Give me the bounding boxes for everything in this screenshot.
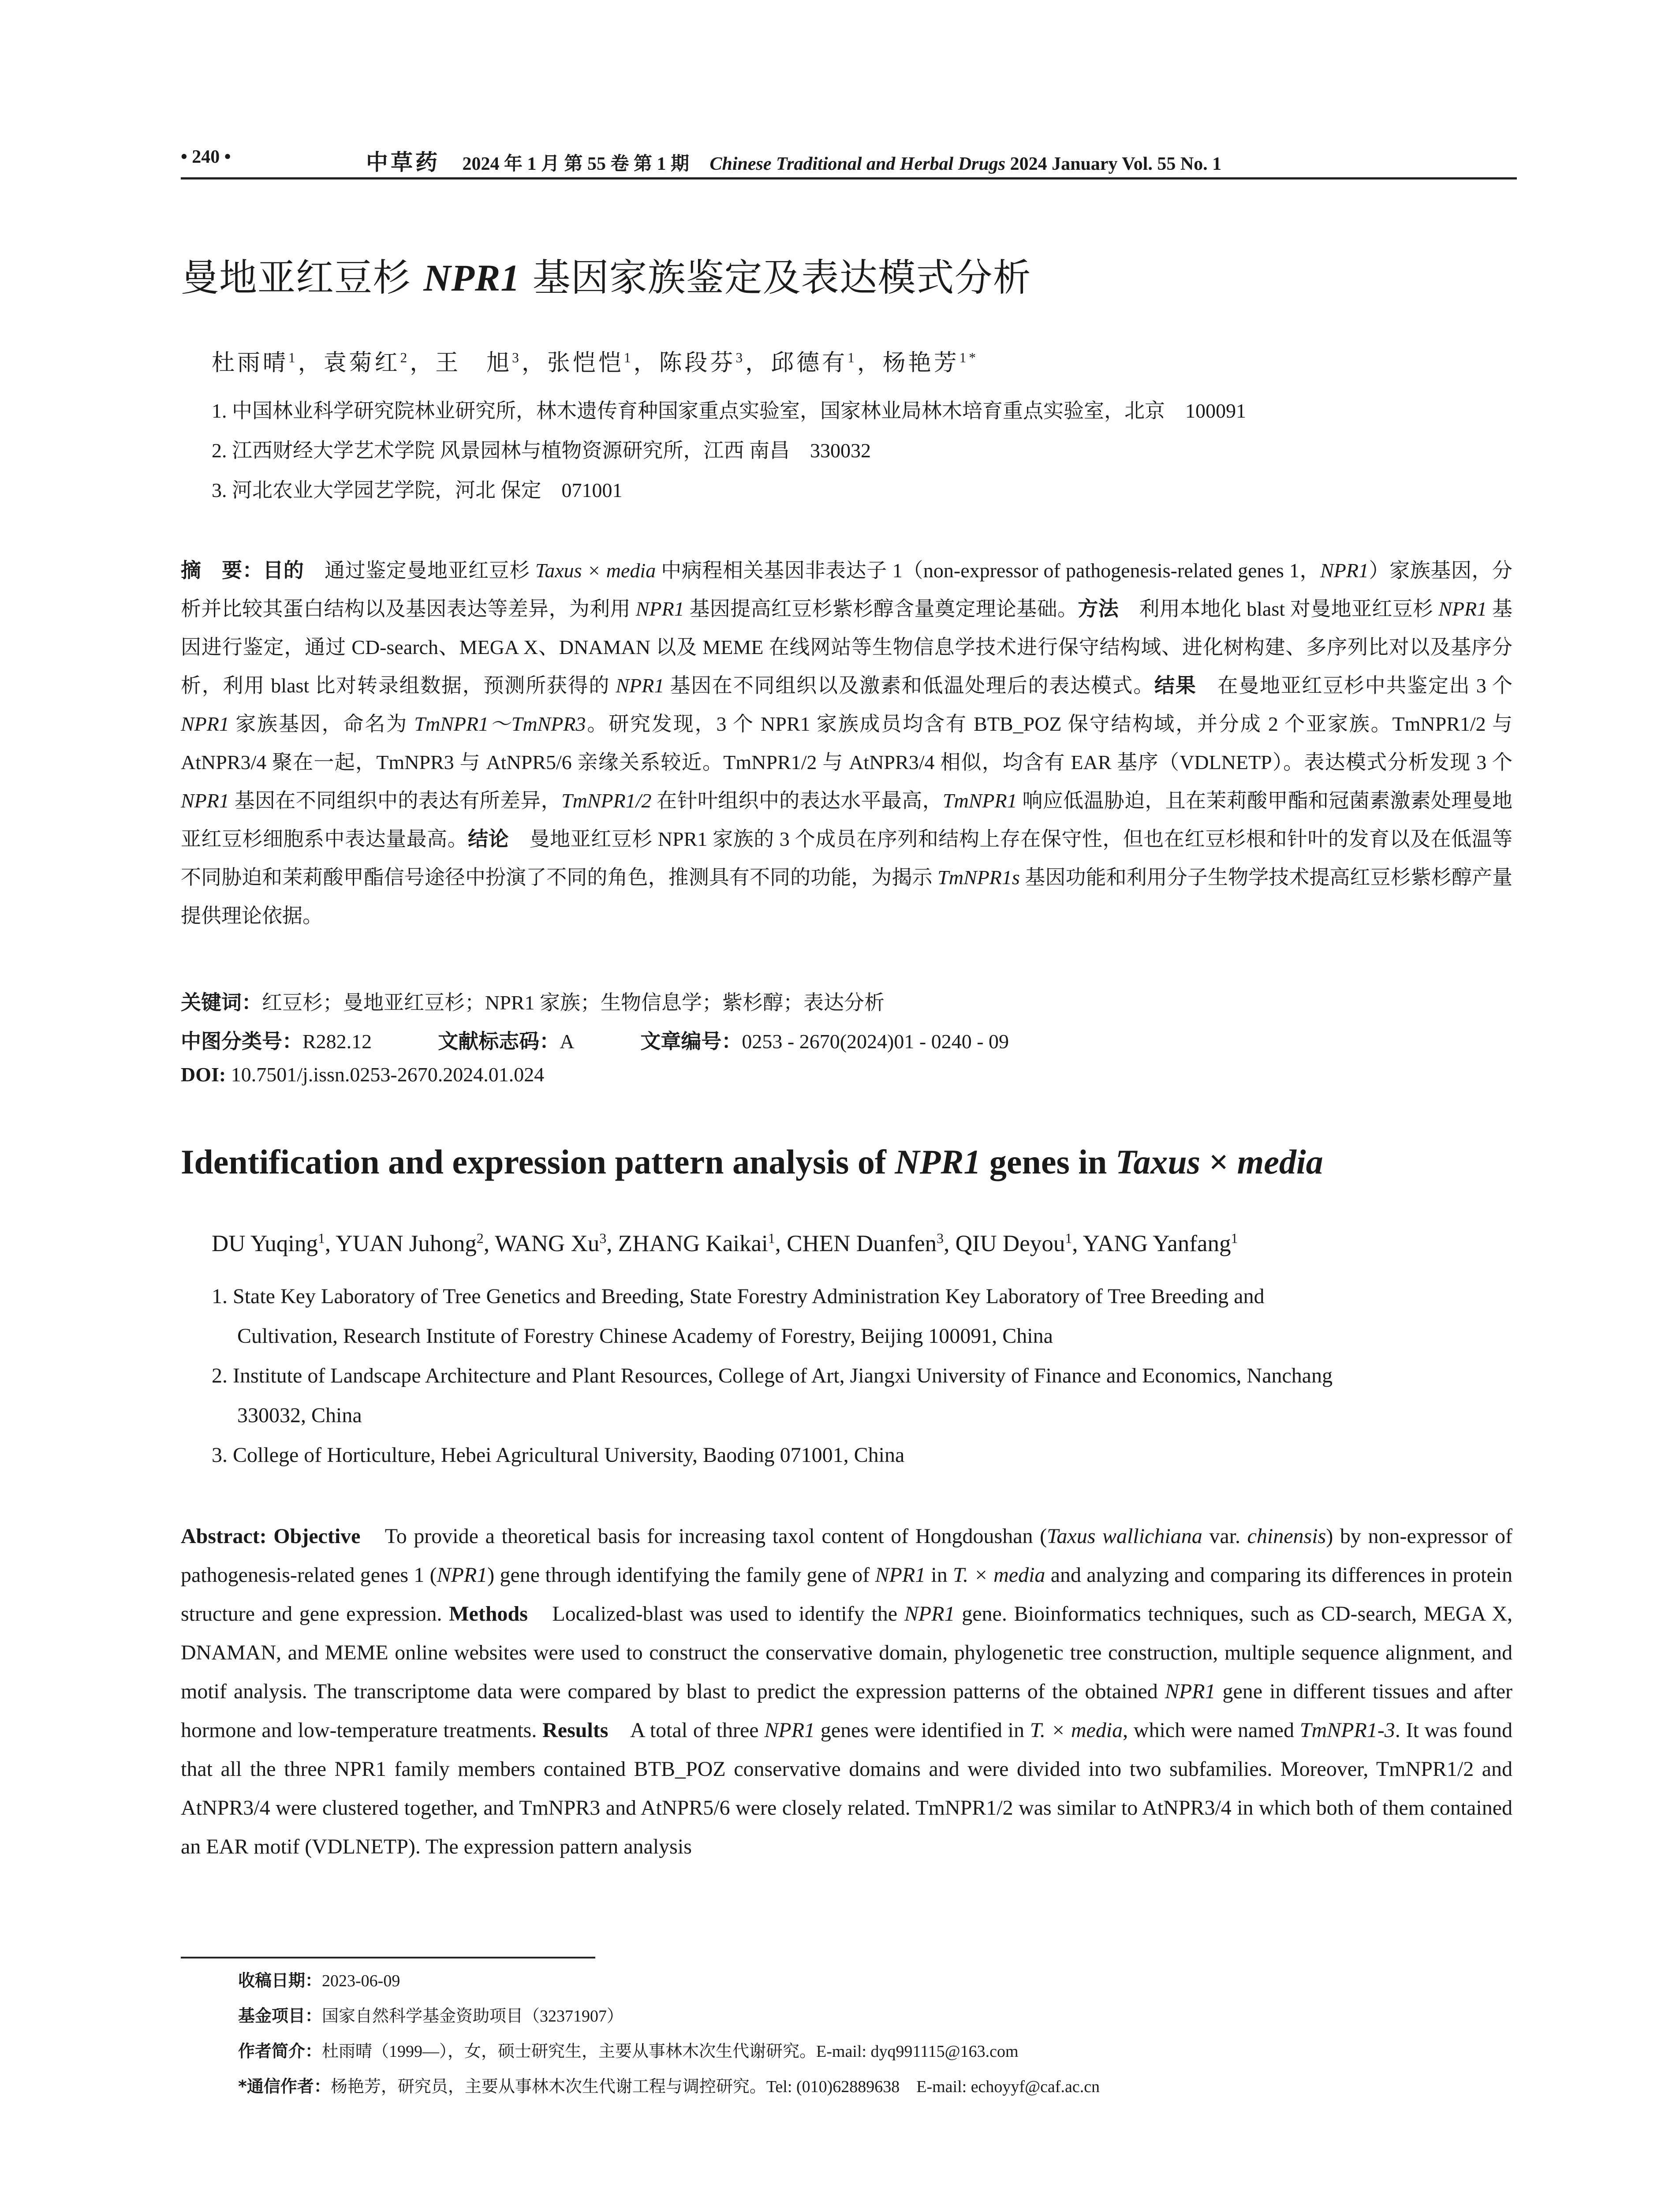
cn-title [181, 247, 1031, 302]
header-en-issue: 2024 January Vol. 55 No. 1 [1010, 154, 1222, 174]
en-author: DU Yuqing$^1$ [212, 1230, 325, 1256]
cn-author: 杨艳芳$^{1*}$ [882, 350, 978, 376]
en-author: CHEN Duanfen$^3$ [787, 1230, 944, 1256]
cn-affiliation: 2. 江西财经大学艺术学院 风景园林与植物资源研究所，江西 南昌 330032 [212, 439, 871, 462]
conclusion-label: 结论 [468, 827, 509, 851]
en-author: YANG Yanfang$^1$ [1083, 1230, 1238, 1256]
cn-abstract: 摘 要：目的 通过鉴定曼地亚红豆杉 Taxus × media 中病程相关基因非表达子 1（non-expressor of pathogenesis-related genes 1，NPR1）家族基因，分析并比较其蛋白结构以及基因表达等差异，为利用 NPR1 基因提高红豆杉紫杉醇含量奠定理论基础。方法 利用本地化 blast 对曼地亚红豆杉 NPR1 基因进行鉴定，通过 CD-search、MEGA X、DNAMAN 以及 MEME 在线网站等生物信息学技术进行保守结构域、进化树构建、多序列比对以及基序分析，利用 blast 比对转录组数据，预测所获得的 NPR1 基因在不同组织以及激素和低温处理后的表达模式。结果 在曼地亚红豆杉中共鉴定出 3 个 NPR1 家族基因，命名为 TmNPR1～TmNPR3。研究发现，3 个 NPR1 家族成员均含有 BTB_POZ 保守结构域，并分成 2 个亚家族。TmNPR1/2 与 AtNPR3/4 聚在一起，TmNPR3 与 AtNPR5/6 亲缘关系较近。TmNPR1/2 与 AtNPR3/4 相似，均含有 EAR 基序（VDLNETP）。表达模式分析发现 3 个 NPR1 基因在不同组织中的表达有所差异，TmNPR1/2 在针叶组织中的表达水平最高，TmNPR1 响应低温胁迫，且在茉莉酸甲酯和冠菌素激素处理曼地亚红豆杉细胞系中表达量最高。结论 曼地亚红豆杉 NPR1 家族的 3 个成员在序列和结构上存在保守性，但也在红豆杉根和针叶的发育以及在低温等不同胁迫和茉莉酸甲酯信号途径中扮演了不同的角色，推测具有不同的功能，为揭示 TmNPR1s 基因功能和利用分子生物学技术提高红豆杉紫杉醇产量提供理论依据。 [181, 558, 1513, 927]
cn-author: 邱德有$^1$ [771, 350, 857, 376]
cn-title-before: 曼地亚红豆杉 [181, 256, 424, 300]
cn-author: 陈段芬$^3$ [659, 350, 746, 376]
journal-header [366, 145, 1221, 176]
en-author: ZHANG Kaikai$^1$ [618, 1230, 775, 1256]
en-abstract: Abstract: Objective To provide a theoretical basis for increasing taxol content of Hongdoushan (Taxus wallichiana var. chinensis) by non-expressor of pathogenesis-related genes 1 (NPR1) gene through identifying the family gene of NPR1 in T. × media and analyzing and comparing its differences in protein structure and gene expression. Methods Localized-blast was used to identify the NPR1 gene. Bioinformatics techniques, such as CD-search, MEGA X, DNAMAN, and MEME online websites were used to construct the conservative domain, phylogenetic tree construction, multiple sequence alignment, and motif analysis. The transcriptome data were compared by blast to predict the expression patterns of the obtained NPR1 gene in different tissues and after hormone and low-temperature treatments. Results A total of three NPR1 genes were identified in T. × media, which were named TmNPR1-3. It was found that all the three NPR1 family members contained BTB_POZ conservative domains and were divided into two subfamilies. Moreover, TmNPR1/2 and AtNPR3/4 were clustered together, and TmNPR3 and AtNPR5/6 were closely related. TmNPR1/2 was similar to AtNPR3/4 in which both of them contained an EAR motif (VDLNETP). The expression pattern analysis [181, 1525, 1513, 1858]
en-results-label: Results [542, 1719, 609, 1742]
cn-affiliation: 3. 河北农业大学园艺学院，河北 保定 071001 [212, 479, 623, 501]
abstract-label: 摘 要： [181, 558, 263, 582]
en-title: Identification and expression pattern analysis of NPR1 genes in Taxus × media [181, 1143, 1323, 1181]
cn-affiliation: 1. 中国林业科学研究院林业研究所，林木遗传育种国家重点实验室，国家林业局林木培育重点实验室，北京 100091 [212, 400, 1246, 422]
en-abstract-label: Abstract: Objective [181, 1525, 361, 1548]
cn-author: 袁菊红$^2$ [323, 350, 410, 376]
running-header [181, 140, 1517, 179]
footnote-fund: 基金项目：国家自然科学基金资助项目（32371907） [238, 2006, 624, 2026]
en-author-list: DU Yuqing$^1$, YUAN Juhong$^2$, WANG Xu$^3$, ZHANG Kaikai$^1$, CHEN Duanfen$^3$, QIU Deyou$^1$, YANG Yanfang$^1$ [212, 1230, 1238, 1256]
en-affiliation: 2. Institute of Landscape Architecture and Plant Resources, College of Art, Jiangxi University of Finance and Economics, Nanchang 330032, China [212, 1364, 1333, 1427]
doi: DOI: 10.7501/j.issn.0253-2670.2024.01.024 [181, 1063, 545, 1086]
cn-author: 王 旭$^3$ [435, 350, 522, 376]
footnote-author: 作者简介：杜雨晴（1999—），女，硕士研究生，主要从事林木次生代谢研究。E-mail: dyq991115@163.com [238, 2041, 1019, 2061]
article-number: 0253 - 2670(2024)01 - 0240 - 09 [742, 1030, 1009, 1053]
methods-label: 方法 [1078, 597, 1119, 620]
en-author: YUAN Juhong$^2$ [336, 1230, 484, 1256]
cn-author: 杜雨晴$^1$ [212, 350, 298, 376]
classification-line: 中图分类号：R282.12 文献标志码：A 文章编号：0253 - 2670(2024)01 - 0240 - 09 [181, 1029, 1009, 1053]
cn-title-gene: NPR1 [423, 257, 520, 299]
clc-number: R282.12 [302, 1030, 372, 1053]
journal-logo: 中草药 [366, 149, 440, 175]
header-en-journal: Chinese Traditional and Herbal Drugs [709, 154, 1006, 174]
keywords: 关键词：红豆杉；曼地亚红豆杉；NPR1 家族；生物信息学；紫杉醇；表达分析 [181, 990, 885, 1014]
en-author: QIU Deyou$^1$ [955, 1230, 1072, 1256]
objective-label: 目的 [263, 558, 304, 582]
en-author: WANG Xu$^3$ [495, 1230, 607, 1256]
cn-author: 张恺恺$^1$ [547, 350, 634, 376]
document-code: A [560, 1030, 575, 1053]
cn-title-after: 基因家族鉴定及表达模式分析 [520, 256, 1031, 300]
doi-value[interactable]: 10.7501/j.issn.0253-2670.2024.01.024 [226, 1063, 545, 1086]
footnote-corresponding: *通信作者：杨艳芳，研究员，主要从事林木次生代谢工程与调控研究。Tel: (010)62889638 E-mail: echoyyf@caf.ac.cn [238, 2077, 1100, 2096]
footnote-divider [181, 1957, 595, 1958]
en-affiliation: 1. State Key Laboratory of Tree Genetics and Breeding, State Forestry Administration Key Laboratory of Tree Breeding and Cultivation, Research Institute of Forestry Chinese Academy of Forestry, Beijing 100091, China [212, 1285, 1265, 1348]
page-number: • 240 • [181, 147, 231, 167]
en-methods-label: Methods [449, 1602, 528, 1626]
footnote-received: 收稿日期：2023-06-09 [238, 1971, 400, 1990]
en-affiliation: 3. College of Horticulture, Hebei Agricultural University, Baoding 071001, China [212, 1443, 905, 1467]
cn-author-list: 杜雨晴$^1$，袁菊红$^2$，王 旭$^3$，张恺恺$^1$，陈段芬$^3$，邱德有$^1$，杨艳芳$^{1*}$ [212, 350, 978, 376]
header-cn-issue: 2024 年 1 月 第 55 卷 第 1 期 [462, 154, 690, 174]
results-label: 结果 [1154, 673, 1197, 697]
